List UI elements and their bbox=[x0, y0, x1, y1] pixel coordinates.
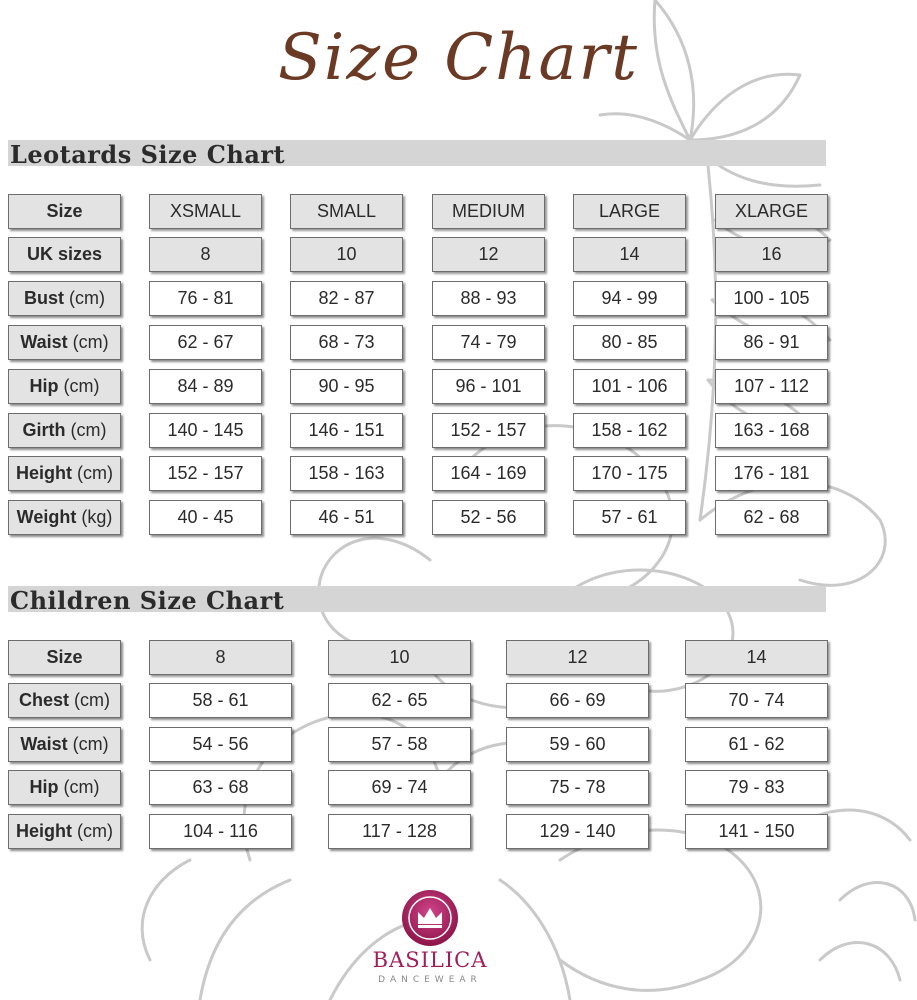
leotards-cell: 152 - 157 bbox=[432, 413, 545, 448]
leotards-cell: 84 - 89 bbox=[149, 369, 262, 404]
leotards-cell: 96 - 101 bbox=[432, 369, 545, 404]
leotards-cell: 100 - 105 bbox=[715, 281, 828, 316]
leotards-cell: 57 - 61 bbox=[573, 500, 686, 535]
leotards-cell: 76 - 81 bbox=[149, 281, 262, 316]
leotards-cell: 176 - 181 bbox=[715, 456, 828, 491]
children-cell: 75 - 78 bbox=[506, 770, 649, 805]
children-cell: 70 - 74 bbox=[685, 683, 828, 718]
leotards-size-label: Size bbox=[8, 194, 121, 229]
children-row-label-chest: Chest (cm) bbox=[8, 683, 121, 718]
children-row-label-height: Height (cm) bbox=[8, 814, 121, 849]
leotards-row-label-bust: Bust (cm) bbox=[8, 281, 121, 316]
leotards-size-xlarge: XLARGE bbox=[715, 194, 828, 229]
children-cell: 63 - 68 bbox=[149, 770, 292, 805]
leotards-size-xsmall: XSMALL bbox=[149, 194, 262, 229]
brand-name: BASILICA bbox=[372, 948, 488, 972]
leotards-cell: 158 - 163 bbox=[290, 456, 403, 491]
children-cell: 66 - 69 bbox=[506, 683, 649, 718]
children-cell: 62 - 65 bbox=[328, 683, 471, 718]
leotards-size-small: SMALL bbox=[290, 194, 403, 229]
leotards-cell: 164 - 169 bbox=[432, 456, 545, 491]
leotards-cell: 52 - 56 bbox=[432, 500, 545, 535]
children-cell: 61 - 62 bbox=[685, 727, 828, 762]
leotards-cell: 101 - 106 bbox=[573, 369, 686, 404]
leotards-cell: 158 - 162 bbox=[573, 413, 686, 448]
children-cell: 141 - 150 bbox=[685, 814, 828, 849]
children-cell: 79 - 83 bbox=[685, 770, 828, 805]
children-cell: 54 - 56 bbox=[149, 727, 292, 762]
children-row-label-hip: Hip (cm) bbox=[8, 770, 121, 805]
children-cell: 69 - 74 bbox=[328, 770, 471, 805]
leotards-cell: 90 - 95 bbox=[290, 369, 403, 404]
children-cell: 104 - 116 bbox=[149, 814, 292, 849]
leotards-size-large: LARGE bbox=[573, 194, 686, 229]
leotards-cell: 146 - 151 bbox=[290, 413, 403, 448]
children-size-8: 8 bbox=[149, 640, 292, 675]
leotards-row-label-uk: UK sizes bbox=[8, 237, 121, 272]
leotards-cell: 140 - 145 bbox=[149, 413, 262, 448]
leotards-cell: 88 - 93 bbox=[432, 281, 545, 316]
leotards-row-label-hip: Hip (cm) bbox=[8, 369, 121, 404]
children-cell: 129 - 140 bbox=[506, 814, 649, 849]
leotards-cell: 82 - 87 bbox=[290, 281, 403, 316]
leotards-cell: 80 - 85 bbox=[573, 325, 686, 360]
brand-tagline: DANCEWEAR bbox=[378, 975, 482, 985]
leotards-row-label-weight: Weight (kg) bbox=[8, 500, 121, 535]
children-cell: 59 - 60 bbox=[506, 727, 649, 762]
children-cell: 58 - 61 bbox=[149, 683, 292, 718]
children-cell: 57 - 58 bbox=[328, 727, 471, 762]
leotards-cell: 170 - 175 bbox=[573, 456, 686, 491]
crown-icon bbox=[360, 888, 500, 948]
leotards-cell: 62 - 67 bbox=[149, 325, 262, 360]
children-size-10: 10 bbox=[328, 640, 471, 675]
leotards-cell: 152 - 157 bbox=[149, 456, 262, 491]
page-title-text: Size Chart bbox=[278, 21, 639, 95]
leotards-row-label-height: Height (cm) bbox=[8, 456, 121, 491]
children-size-label: Size bbox=[8, 640, 121, 675]
leotards-cell: 86 - 91 bbox=[715, 325, 828, 360]
leotards-cell: 68 - 73 bbox=[290, 325, 403, 360]
children-row-label-waist: Waist (cm) bbox=[8, 727, 121, 762]
leotards-cell: 40 - 45 bbox=[149, 500, 262, 535]
leotards-row-label-waist: Waist (cm) bbox=[8, 325, 121, 360]
children-size-12: 12 bbox=[506, 640, 649, 675]
children-size-14: 14 bbox=[685, 640, 828, 675]
leotards-cell: 12 bbox=[432, 237, 545, 272]
page-title bbox=[0, 8, 917, 108]
leotards-cell: 8 bbox=[149, 237, 262, 272]
leotards-cell: 14 bbox=[573, 237, 686, 272]
children-cell: 117 - 128 bbox=[328, 814, 471, 849]
leotards-cell: 163 - 168 bbox=[715, 413, 828, 448]
leotards-cell: 94 - 99 bbox=[573, 281, 686, 316]
leotards-cell: 74 - 79 bbox=[432, 325, 545, 360]
leotards-size-medium: MEDIUM bbox=[432, 194, 545, 229]
leotards-cell: 46 - 51 bbox=[290, 500, 403, 535]
leotards-cell: 107 - 112 bbox=[715, 369, 828, 404]
leotards-cell: 16 bbox=[715, 237, 828, 272]
leotards-row-label-girth: Girth (cm) bbox=[8, 413, 121, 448]
brand-logo bbox=[360, 888, 500, 1000]
leotards-cell: 62 - 68 bbox=[715, 500, 828, 535]
leotards-heading: Leotards Size Chart bbox=[10, 140, 286, 169]
leotards-cell: 10 bbox=[290, 237, 403, 272]
children-heading: Children Size Chart bbox=[10, 586, 285, 615]
